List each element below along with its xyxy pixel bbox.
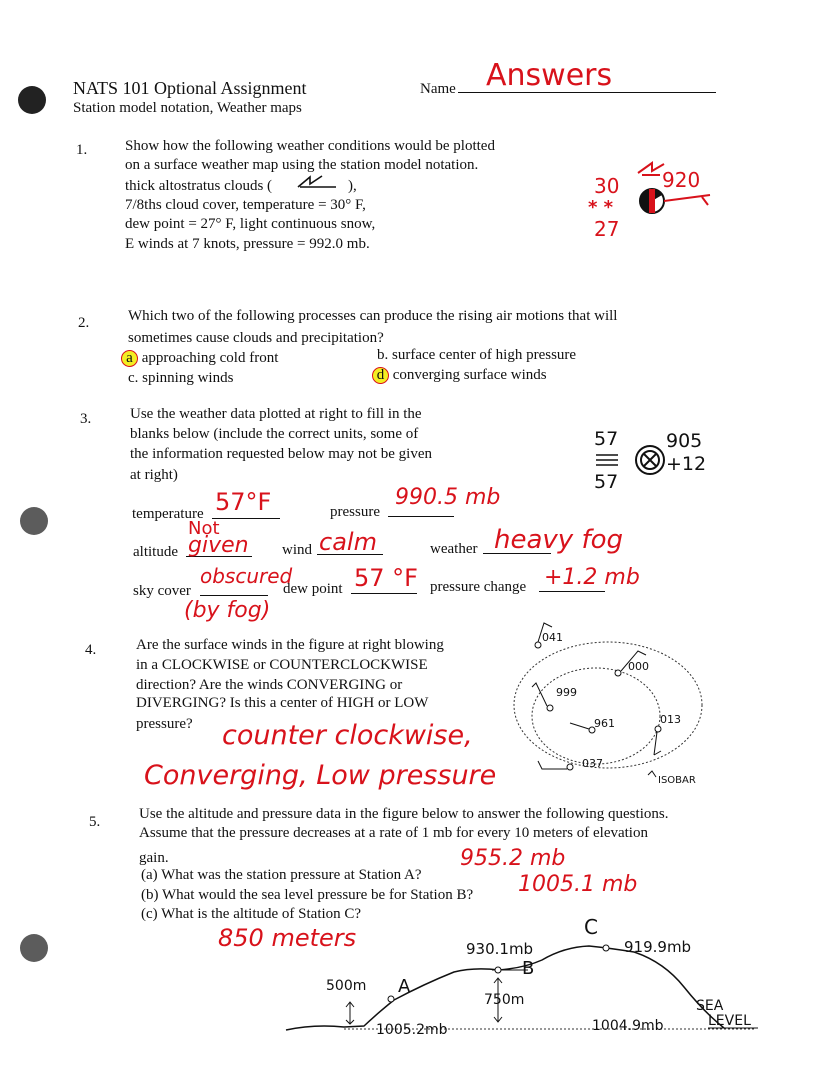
q4-isobar-label: ISOBAR	[658, 775, 696, 786]
q5-station-c: C	[584, 915, 598, 939]
q3-label-temperature: temperature	[132, 506, 204, 522]
q4-station-000: 000	[628, 660, 649, 673]
q3-station-model	[590, 425, 720, 495]
q5-level-label: LEVEL	[708, 1013, 751, 1029]
q2-option-a-text: approaching cold front	[141, 350, 279, 366]
q4-station-999: 999	[556, 686, 577, 699]
q1-line-4: 7/8ths cloud cover, temperature = 30° F,	[125, 197, 366, 213]
q5-line-6: (c) What is the altitude of Station C?	[141, 906, 362, 922]
q3-line-4: at right)	[130, 467, 178, 483]
q5-a-altitude: 500m	[326, 978, 367, 994]
q5-a-sea-level-pressure: 1005.2mb	[376, 1022, 448, 1038]
q4-station-037: 037	[582, 757, 603, 770]
q5-station-b: B	[522, 958, 535, 979]
q3-blank-sky-cover	[200, 595, 268, 596]
q3-number: 3.	[80, 411, 92, 427]
q4-isobar-figure	[508, 615, 723, 795]
q1-station-model	[580, 155, 730, 245]
q2-line-2: sometimes cause clouds and precipitation?	[128, 330, 384, 346]
q3-label-wind: wind	[282, 542, 312, 558]
q3-answer-altitude-2: given	[188, 533, 249, 558]
q2-number: 2.	[78, 315, 90, 331]
q3-line-1: Use the weather data plotted at right to fill in the	[130, 406, 422, 422]
q2-option-d-circled: d	[372, 367, 389, 384]
q4-answer-1: counter clockwise,	[222, 720, 473, 751]
q4-line-3: direction? Are the winds CONVERGING or	[136, 677, 403, 693]
q1-line-3: thick altostratus clouds (	[125, 178, 273, 194]
q4-line-4: DIVERGING? Is this a center of HIGH or LOW	[136, 695, 429, 711]
q3-label-pressure: pressure	[330, 504, 380, 520]
q3-label-weather: weather	[430, 541, 478, 557]
q4-number: 4.	[85, 642, 97, 658]
q1-answer-temp: 30	[594, 174, 620, 198]
q4-station-961: 961	[594, 717, 615, 730]
q5-station-a: A	[398, 976, 411, 997]
q3-line-2: blanks below (include the correct units, some of	[130, 426, 419, 442]
q3-label-sky-cover: sky cover	[133, 583, 191, 599]
q3-answer-temperature: 57°F	[215, 488, 272, 516]
q3-station-change: +12	[666, 453, 707, 475]
q2-option-a	[121, 349, 278, 368]
q5-line-5: (b) What would the sea level pressure be for Station B?	[141, 887, 474, 903]
q1-answer-weather: * *	[588, 197, 614, 218]
page-subtitle: Station model notation, Weather maps	[73, 100, 302, 116]
q1-answer-pressure: 920	[662, 168, 701, 192]
binder-hole-top	[18, 86, 46, 114]
q1-answer-dewpoint: 27	[594, 217, 620, 241]
q3-station-dewpoint: 57	[594, 471, 619, 493]
q3-answer-pressure-change: +1.2 mb	[544, 565, 640, 590]
q3-label-dew-point: dew point	[283, 581, 343, 597]
q2-option-a-circled: a	[121, 350, 138, 367]
q5-number: 5.	[89, 814, 101, 830]
q3-blank-pressure-change	[539, 591, 605, 592]
q3-station-pressure: 905	[666, 430, 703, 452]
q5-line-1: Use the altitude and pressure data in the figure below to answer the following questions.	[139, 806, 669, 822]
q5-line-2: Assume that the pressure decreases at a rate of 1 mb for every 10 meters of elevation	[139, 825, 648, 841]
q5-b-sea-level-pressure: 1004.9mb	[592, 1018, 664, 1034]
q1-line-1: Show how the following weather conditions would be plotted	[125, 138, 495, 154]
q5-terrain-figure	[284, 912, 774, 1047]
q3-answer-sky-cover-2: (by fog)	[184, 598, 271, 623]
q3-answer-altitude-1: Not	[188, 518, 220, 539]
page-title: NATS 101 Optional Assignment	[73, 78, 307, 98]
q3-label-altitude: altitude	[133, 544, 178, 560]
altostratus-symbol	[296, 174, 340, 190]
q3-answer-weather: heavy fog	[494, 525, 624, 555]
binder-hole-bottom	[20, 934, 48, 962]
q3-blank-temperature	[212, 518, 280, 519]
q3-station-temp: 57	[594, 428, 619, 450]
q3-blank-pressure	[388, 516, 454, 517]
q3-line-3: the information requested below may not be given	[130, 446, 432, 462]
q3-answer-dew-point: 57 °F	[354, 564, 418, 592]
name-answer: Answers	[486, 58, 613, 93]
binder-hole-middle	[20, 507, 48, 535]
q5-b-pressure: 930.1mb	[466, 940, 534, 958]
q5-c-pressure: 919.9mb	[624, 938, 692, 956]
q4-station-013: 013	[660, 713, 681, 726]
q5-answer-c: 850 meters	[218, 924, 357, 952]
q5-line-3: gain.	[139, 850, 169, 866]
q2-option-c: c. spinning winds	[128, 370, 234, 386]
q5-answer-b: 1005.1 mb	[518, 872, 638, 897]
q4-station-041: 041	[542, 631, 563, 644]
q1-line-5: dew point = 27° F, light continuous snow,	[125, 216, 376, 232]
q2-option-d	[372, 366, 547, 385]
q3-answer-sky-cover-1: obscured	[200, 564, 293, 588]
name-label: Name	[420, 81, 456, 97]
q2-line-1: Which two of the following processes can produce the rising air motions that will	[128, 308, 618, 324]
q3-label-pressure-change: pressure change	[430, 579, 527, 595]
q4-line-5: pressure?	[136, 716, 193, 732]
q2-option-d-text: converging surface winds	[392, 367, 547, 383]
q1-number: 1.	[76, 142, 88, 158]
q5-answer-a: 955.2 mb	[460, 846, 566, 871]
q3-answer-pressure: 990.5 mb	[395, 485, 501, 510]
q4-answer-2: Converging, Low pressure	[144, 760, 497, 791]
q4-line-2: in a CLOCKWISE or COUNTERCLOCKWISE	[136, 657, 428, 673]
q5-sea-label: SEA	[696, 998, 724, 1014]
q2-option-b: b. surface center of high pressure	[377, 347, 577, 363]
q3-answer-wind: calm	[319, 528, 377, 556]
q3-blank-dew-point	[351, 593, 417, 594]
q1-line-3-end: ),	[348, 178, 357, 194]
q5-line-4: (a) What was the station pressure at Station A?	[141, 867, 422, 883]
q1-line-6: E winds at 7 knots, pressure = 992.0 mb.	[125, 236, 370, 252]
q4-line-1: Are the surface winds in the figure at right blowing	[136, 637, 444, 653]
q5-b-altitude: 750m	[484, 992, 525, 1008]
q1-line-2: on a surface weather map using the station model notation.	[125, 157, 479, 173]
